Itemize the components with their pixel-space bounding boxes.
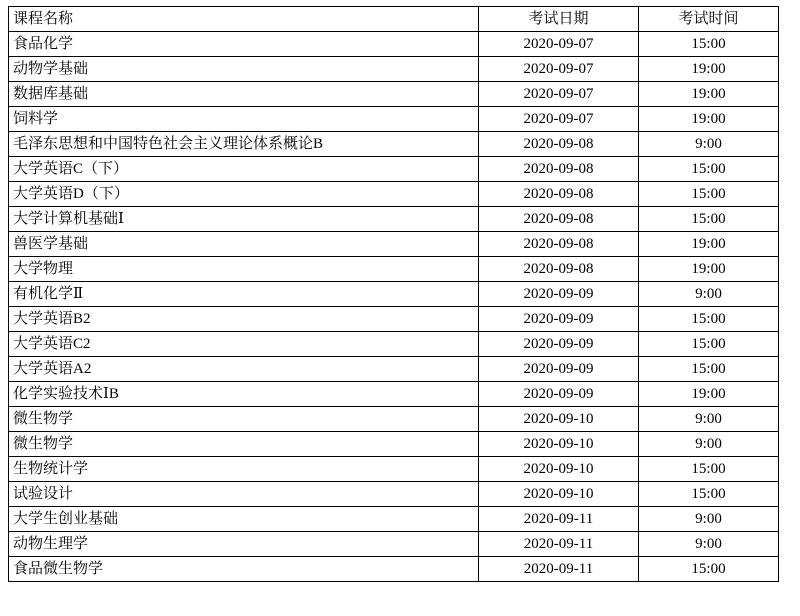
cell-exam-date: 2020-09-09: [479, 332, 639, 357]
column-header-date: 考试日期: [479, 7, 639, 32]
cell-exam-time: 9:00: [639, 407, 779, 432]
cell-exam-time: 19:00: [639, 257, 779, 282]
cell-exam-date: 2020-09-09: [479, 357, 639, 382]
cell-exam-time: 15:00: [639, 157, 779, 182]
cell-exam-date: 2020-09-10: [479, 432, 639, 457]
cell-exam-time: 19:00: [639, 107, 779, 132]
table-row: [9, 82, 779, 107]
cell-exam-date: 2020-09-11: [479, 507, 639, 532]
cell-exam-time: 15:00: [639, 182, 779, 207]
cell-course-name: 微生物学: [9, 432, 479, 457]
cell-course-name: 数据库基础: [9, 82, 479, 107]
cell-exam-date: 2020-09-07: [479, 82, 639, 107]
cell-course-name: 大学英语C2: [9, 332, 479, 357]
cell-course-name: 兽医学基础: [9, 232, 479, 257]
cell-exam-time: 9:00: [639, 132, 779, 157]
table-row: [9, 232, 779, 257]
cell-exam-date: 2020-09-07: [479, 32, 639, 57]
cell-course-name: 大学计算机基础Ⅰ: [9, 207, 479, 232]
table-row: [9, 482, 779, 507]
cell-exam-date: 2020-09-09: [479, 307, 639, 332]
cell-exam-date: 2020-09-08: [479, 182, 639, 207]
table-row: [9, 157, 779, 182]
cell-exam-time: 15:00: [639, 357, 779, 382]
exam-schedule-table: [8, 6, 779, 582]
cell-exam-time: 9:00: [639, 507, 779, 532]
table-row: [9, 132, 779, 157]
cell-exam-time: 15:00: [639, 332, 779, 357]
cell-exam-time: 15:00: [639, 557, 779, 582]
cell-course-name: 有机化学Ⅱ: [9, 282, 479, 307]
cell-course-name: 大学英语B2: [9, 307, 479, 332]
cell-course-name: 毛泽东思想和中国特色社会主义理论体系概论B: [9, 132, 479, 157]
table-row: [9, 407, 779, 432]
table-row: [9, 332, 779, 357]
cell-exam-date: 2020-09-11: [479, 557, 639, 582]
cell-exam-date: 2020-09-08: [479, 132, 639, 157]
cell-exam-date: 2020-09-08: [479, 207, 639, 232]
table-header: [9, 7, 779, 32]
cell-course-name: 食品微生物学: [9, 557, 479, 582]
cell-exam-date: 2020-09-10: [479, 482, 639, 507]
cell-exam-time: 19:00: [639, 57, 779, 82]
cell-exam-time: 19:00: [639, 232, 779, 257]
table-body: [9, 32, 779, 582]
cell-exam-date: 2020-09-07: [479, 57, 639, 82]
table-row: [9, 432, 779, 457]
cell-course-name: 生物统计学: [9, 457, 479, 482]
cell-course-name: 大学生创业基础: [9, 507, 479, 532]
exam-schedule-sheet: [0, 6, 800, 616]
cell-course-name: 大学物理: [9, 257, 479, 282]
column-header-course: 课程名称: [9, 7, 479, 32]
cell-exam-time: 15:00: [639, 307, 779, 332]
cell-course-name: 化学实验技术ⅠB: [9, 382, 479, 407]
table-header-row: [9, 7, 779, 32]
cell-course-name: 动物学基础: [9, 57, 479, 82]
cell-exam-date: 2020-09-08: [479, 157, 639, 182]
cell-exam-time: 19:00: [639, 382, 779, 407]
table-row: [9, 57, 779, 82]
table-row: [9, 532, 779, 557]
cell-course-name: 微生物学: [9, 407, 479, 432]
cell-exam-date: 2020-09-10: [479, 457, 639, 482]
cell-exam-date: 2020-09-09: [479, 382, 639, 407]
table-row: [9, 457, 779, 482]
table-row: [9, 182, 779, 207]
cell-exam-date: 2020-09-11: [479, 532, 639, 557]
column-header-time: 考试时间: [639, 7, 779, 32]
cell-exam-date: 2020-09-08: [479, 257, 639, 282]
cell-exam-time: 19:00: [639, 82, 779, 107]
table-row: [9, 32, 779, 57]
table-row: [9, 357, 779, 382]
cell-exam-time: 9:00: [639, 282, 779, 307]
table-row: [9, 257, 779, 282]
cell-exam-time: 9:00: [639, 532, 779, 557]
table-row: [9, 307, 779, 332]
cell-exam-date: 2020-09-08: [479, 232, 639, 257]
table-row: [9, 107, 779, 132]
cell-course-name: 食品化学: [9, 32, 479, 57]
cell-course-name: 饲料学: [9, 107, 479, 132]
cell-exam-time: 15:00: [639, 32, 779, 57]
cell-course-name: 试验设计: [9, 482, 479, 507]
cell-exam-time: 9:00: [639, 432, 779, 457]
cell-exam-date: 2020-09-07: [479, 107, 639, 132]
cell-exam-date: 2020-09-10: [479, 407, 639, 432]
cell-exam-time: 15:00: [639, 457, 779, 482]
cell-course-name: 大学英语C（下）: [9, 157, 479, 182]
cell-course-name: 动物生理学: [9, 532, 479, 557]
table-row: [9, 507, 779, 532]
table-row: [9, 557, 779, 582]
table-row: [9, 382, 779, 407]
cell-exam-time: 15:00: [639, 207, 779, 232]
cell-course-name: 大学英语A2: [9, 357, 479, 382]
cell-exam-date: 2020-09-09: [479, 282, 639, 307]
table-row: [9, 207, 779, 232]
cell-exam-time: 15:00: [639, 482, 779, 507]
table-row: [9, 282, 779, 307]
cell-course-name: 大学英语D（下）: [9, 182, 479, 207]
